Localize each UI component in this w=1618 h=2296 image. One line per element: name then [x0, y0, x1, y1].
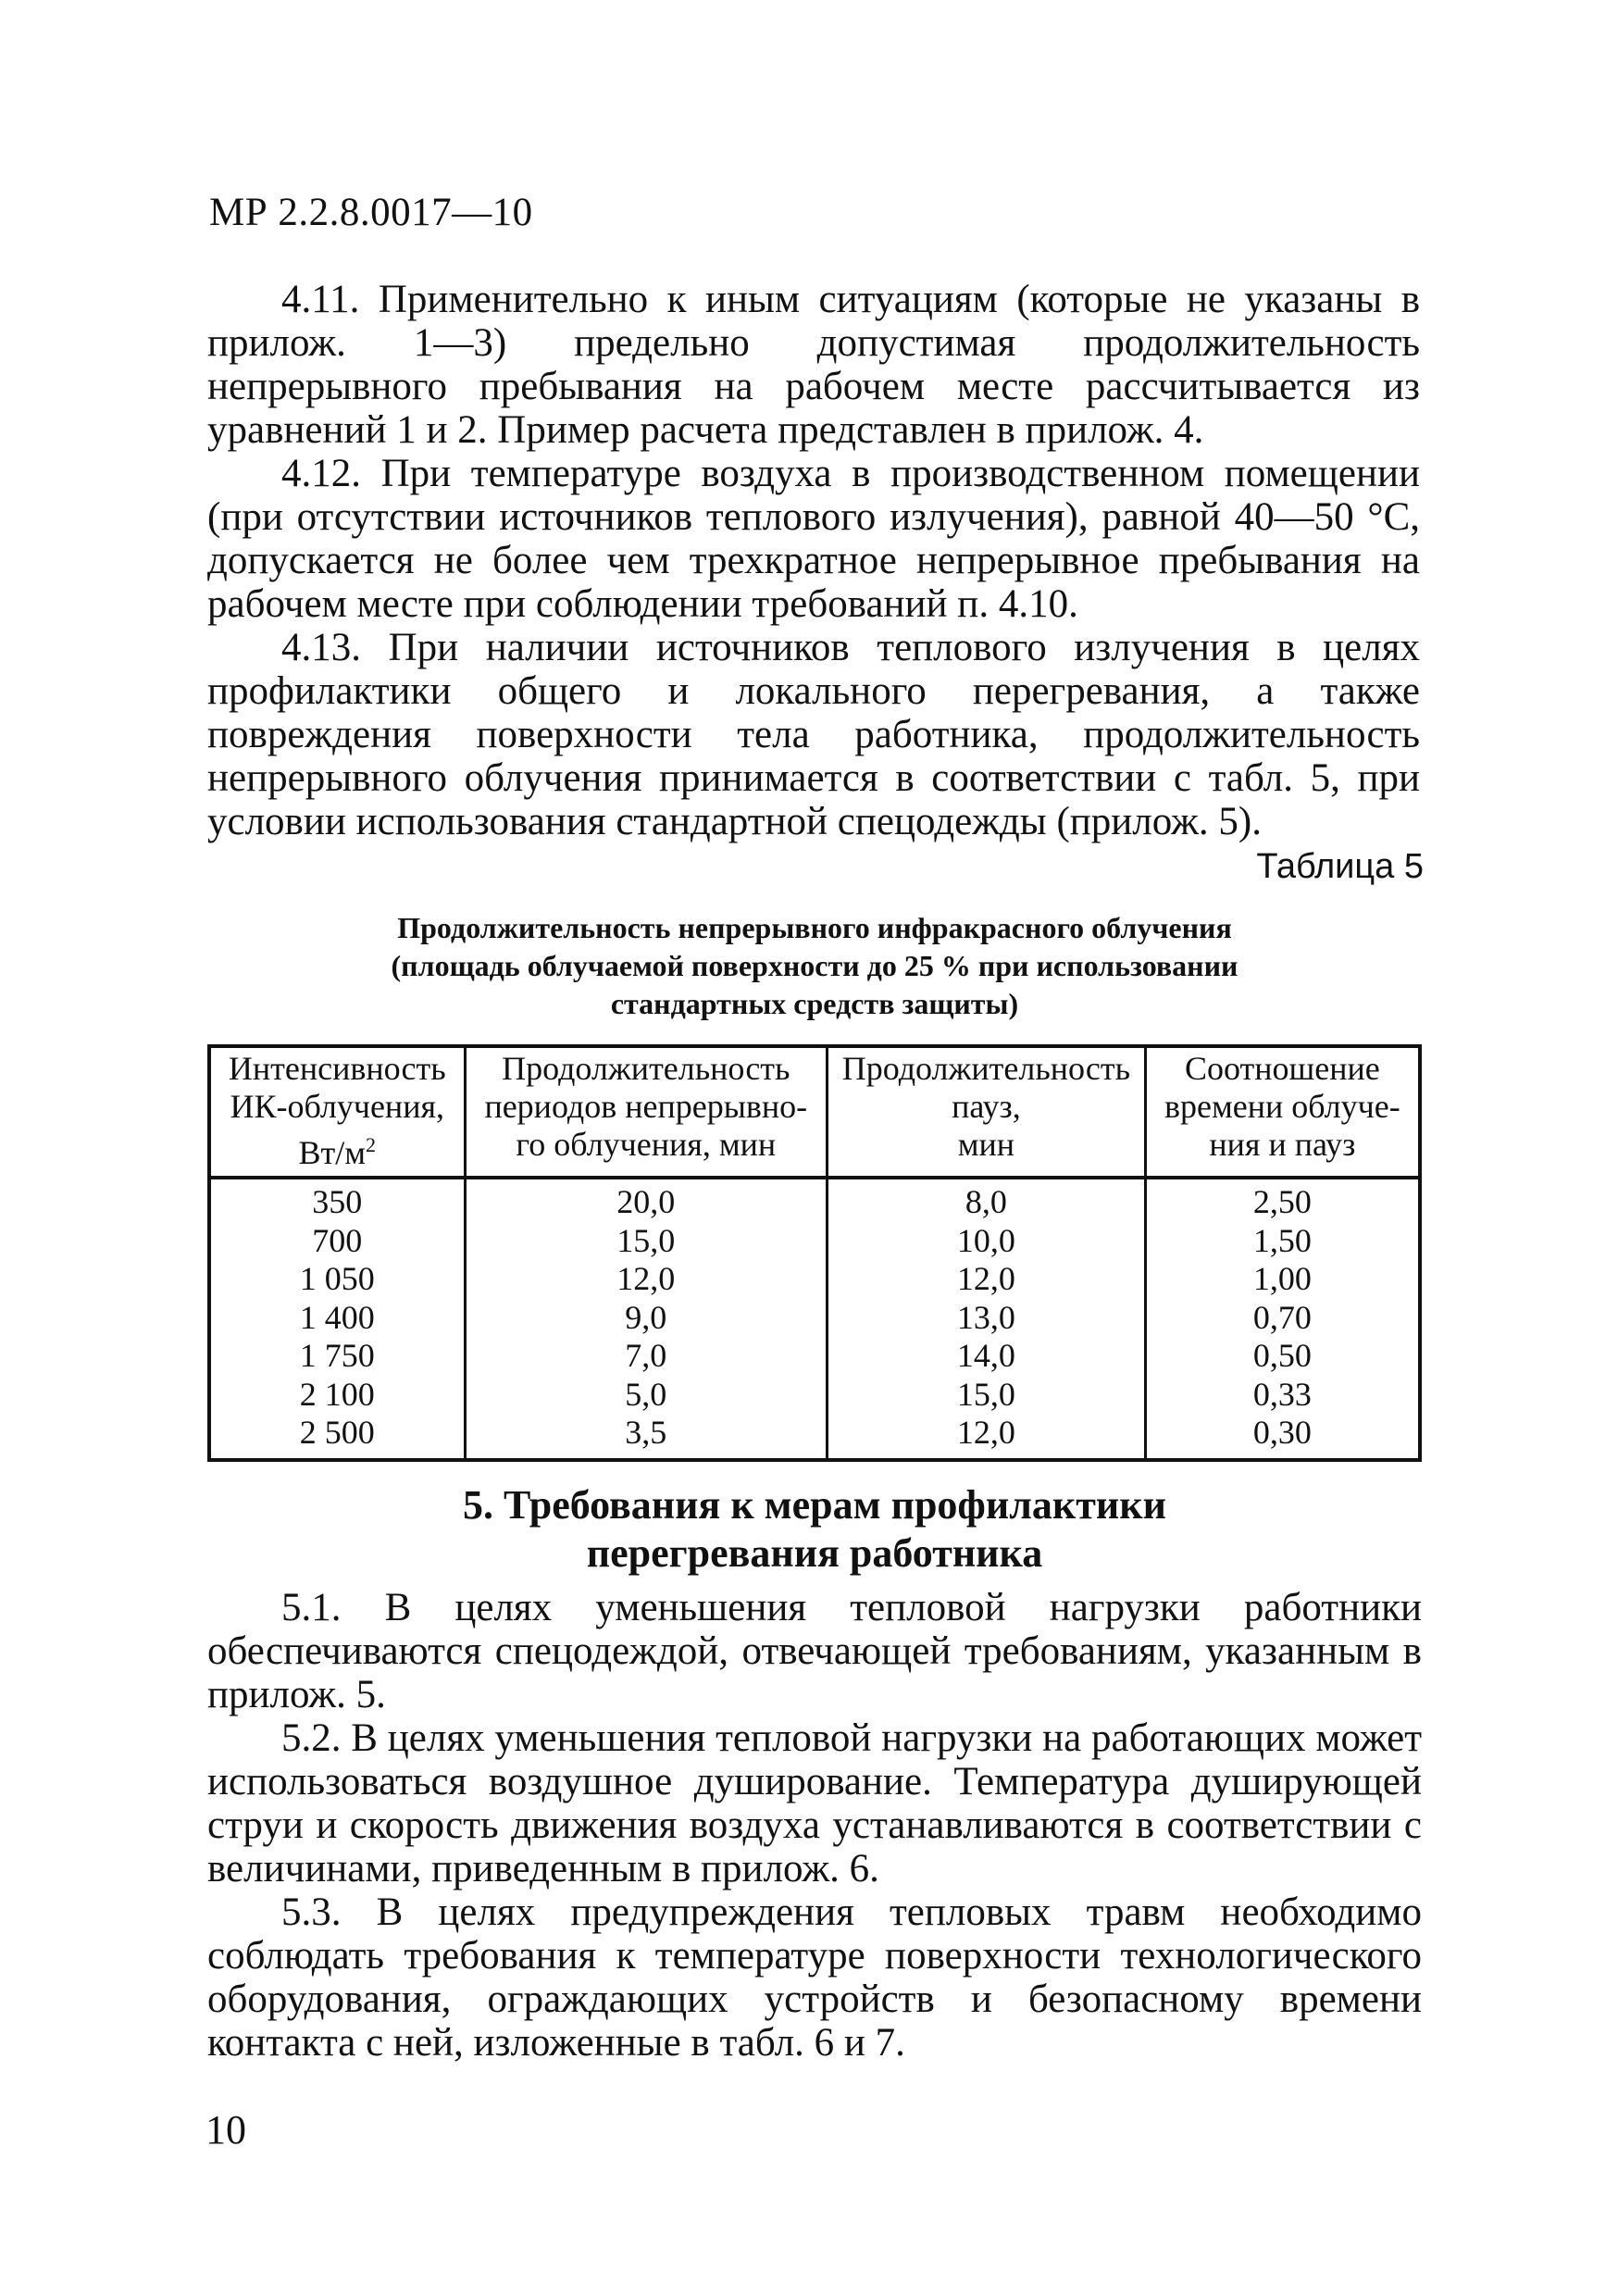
cell-pause: 13,0 [828, 1299, 1146, 1338]
cell-intensity: 1 050 [209, 1260, 465, 1299]
column-header-pause-duration: Продолжительность пауз, мин [828, 1046, 1146, 1178]
cell-intensity: 1 750 [209, 1337, 465, 1376]
column-header-exposure-duration: Продолжительность периодов непрерывно- го облучения, мин [465, 1046, 828, 1178]
table-row [209, 1222, 1420, 1261]
section-heading-line: 5. Требования к мерам профилактики [463, 1482, 1166, 1528]
table-row [209, 1376, 1420, 1415]
page-number: 10 [205, 2107, 246, 2152]
cell-exposure: 15,0 [465, 1222, 828, 1261]
paragraph-5-1: 5.1. В целях уменьшения тепловой нагрузки работники обеспечиваются спецодеждой, отвечающей требованиям, указанным в прилож. 5. [207, 1586, 1422, 1716]
column-header-ratio: Соотношение времени облуче- ния и пауз [1145, 1046, 1420, 1178]
cell-intensity: 700 [209, 1222, 465, 1261]
cell-exposure: 20,0 [465, 1178, 828, 1222]
cell-exposure: 3,5 [465, 1414, 828, 1460]
cell-pause: 14,0 [828, 1337, 1146, 1376]
table-row [209, 1178, 1420, 1222]
table-header-row [209, 1046, 1420, 1178]
cell-pause: 12,0 [828, 1414, 1146, 1460]
cell-ratio: 0,70 [1145, 1299, 1420, 1338]
cell-pause: 10,0 [828, 1222, 1146, 1261]
cell-intensity: 2 500 [209, 1414, 465, 1460]
cell-ratio: 0,30 [1145, 1414, 1420, 1460]
cell-exposure: 5,0 [465, 1376, 828, 1415]
cell-exposure: 12,0 [465, 1260, 828, 1299]
table-row [209, 1337, 1420, 1376]
section-heading-line: перегревания работника [586, 1530, 1043, 1576]
cell-intensity: 2 100 [209, 1376, 465, 1415]
body-text-top [207, 278, 1420, 843]
cell-intensity: 1 400 [209, 1299, 465, 1338]
table-title-line: стандартных средств защиты) [610, 987, 1019, 1020]
cell-pause: 8,0 [828, 1178, 1146, 1222]
cell-intensity: 350 [209, 1178, 465, 1222]
table-row [209, 1414, 1420, 1460]
table-row [209, 1260, 1420, 1299]
cell-exposure: 7,0 [465, 1337, 828, 1376]
paragraph-5-3: 5.3. В целях предупреждения тепловых травм необходимо соблюдать требования к температуре поверхности технологического оборудования, ограждающих устройств и безопасному времени контакта с ней, изложенные в табл. 6 и 7. [207, 1890, 1422, 2065]
cell-ratio: 1,00 [1145, 1260, 1420, 1299]
table-title [207, 909, 1422, 1023]
paragraph-4-13: 4.13. При наличии источников теплового излучения в целях профилактики общего и локального перегревания, а также повреждения поверхности тела работника, продолжительность непрерывного облучения принимается в соответствии с табл. 5, при условии использования стандартной спецодежды (прилож. 5). [207, 626, 1420, 843]
table-title-line: (площадь облучаемой поверхности до 25 % при использовании [391, 949, 1238, 982]
paragraph-4-12: 4.12. При температуре воздуха в производственном помещении (при отсутствии источников теплового излучения), равной 40—50 °С, допускается не более чем трехкратное непрерывное пребывания на рабочем месте при соблюдении требований п. 4.10. [207, 452, 1420, 626]
cell-exposure: 9,0 [465, 1299, 828, 1338]
column-header-intensity: Интенсивность ИК-облучения, $Вт/м^2$ [209, 1046, 465, 1178]
cell-ratio: 0,33 [1145, 1376, 1420, 1415]
cell-pause: 12,0 [828, 1260, 1146, 1299]
table-title-line: Продолжительность непрерывного инфракрасного облучения [397, 911, 1232, 944]
cell-ratio: 2,50 [1145, 1178, 1420, 1222]
body-text-bottom [207, 1586, 1422, 2065]
ir-exposure-table [207, 1044, 1422, 1462]
section-heading [207, 1481, 1422, 1578]
paragraph-4-11: 4.11. Применительно к иным ситуациям (которые не указаны в прилож. 1—3) предельно допустимая продолжительность непрерывного пребывания на рабочем месте рассчитывается из уравнений 1 и 2. Пример расчета представлен в прилож. 4. [207, 278, 1420, 452]
table-label: Таблица 5 [1256, 847, 1424, 886]
paragraph-5-2: 5.2. В целях уменьшения тепловой нагрузки на работающих может использоваться воздушное душирование. Температура душирующей струи и скорость движения воздуха устанавливаются в соответствии с величинами, приведенным в прилож. 6. [207, 1716, 1422, 1890]
cell-ratio: 1,50 [1145, 1222, 1420, 1261]
table-row [209, 1299, 1420, 1338]
cell-ratio: 0,50 [1145, 1337, 1420, 1376]
document-code: МР 2.2.8.0017—10 [209, 191, 533, 234]
cell-pause: 15,0 [828, 1376, 1146, 1415]
